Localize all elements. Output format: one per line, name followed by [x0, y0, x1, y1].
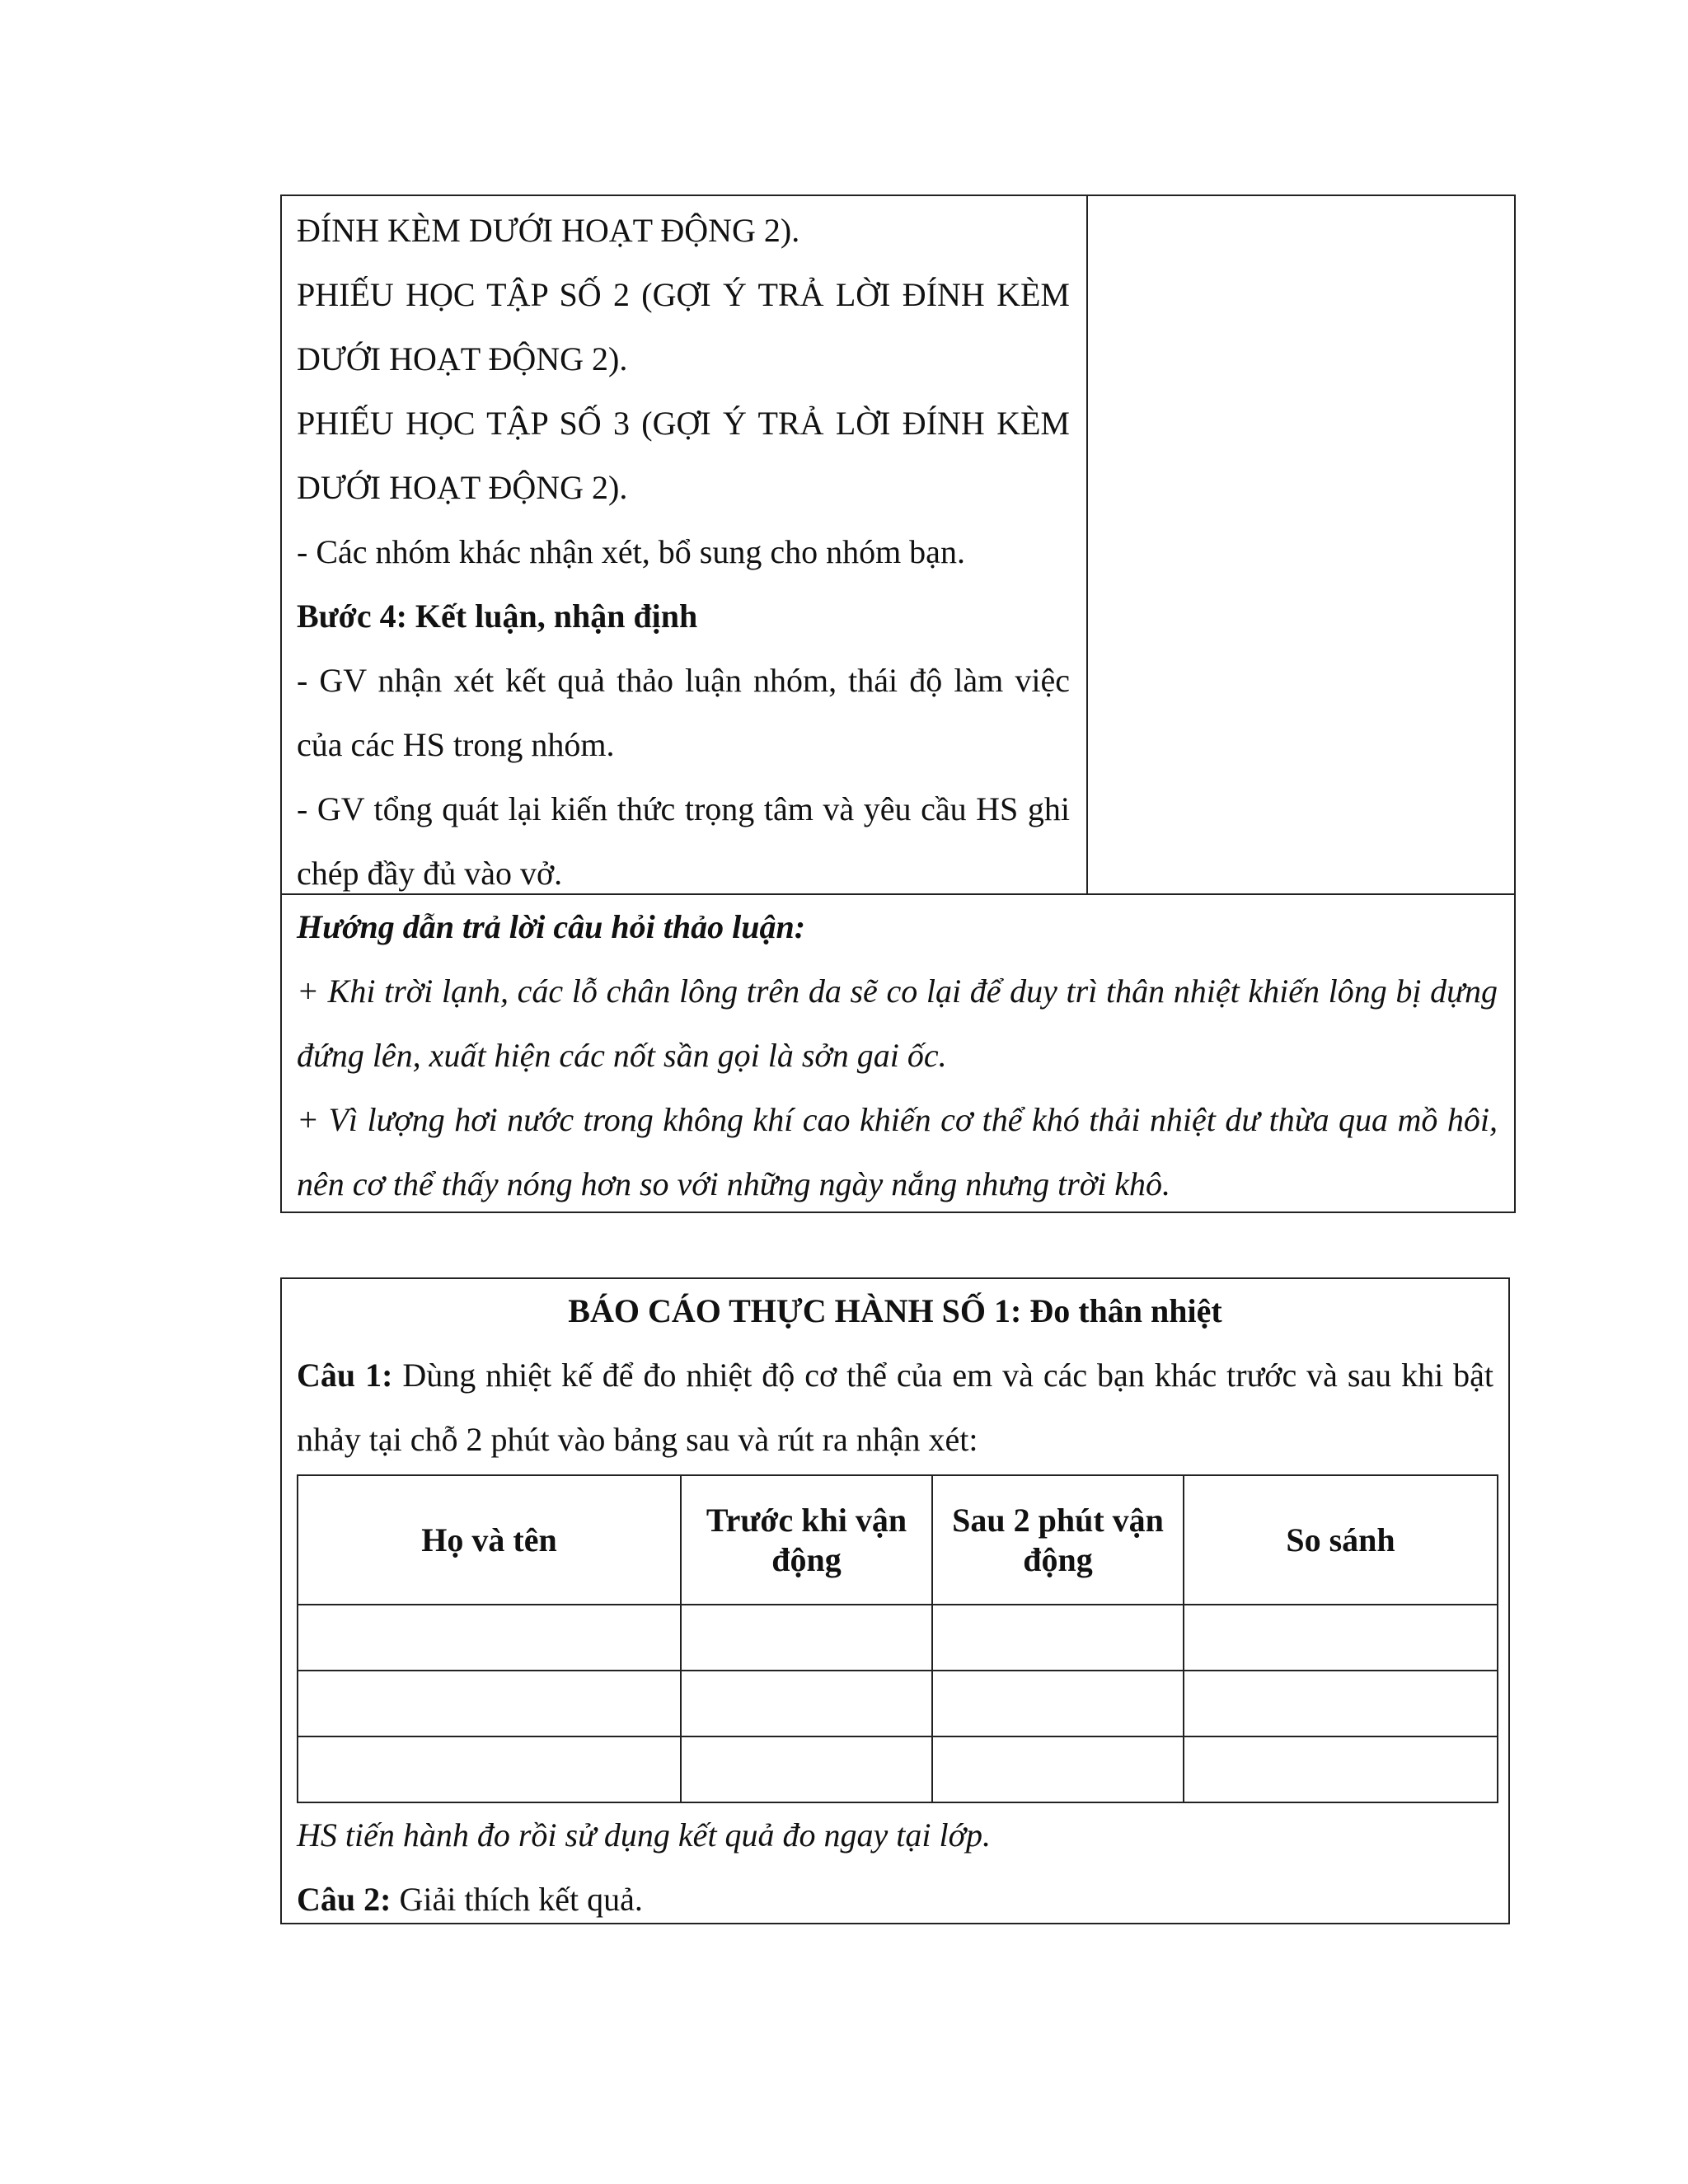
table-cell[interactable]	[1184, 1671, 1498, 1736]
question-2-text: Giải thích kết quả.	[391, 1881, 643, 1918]
table-cell[interactable]	[932, 1736, 1184, 1802]
step4-heading: Bước 4: Kết luận, nhận định	[297, 598, 698, 635]
table-cell[interactable]	[298, 1605, 681, 1671]
table-cell[interactable]	[681, 1736, 932, 1802]
header-name: Họ và tên	[298, 1475, 681, 1605]
text-line: - GV nhận xét kết quả thảo luận nhóm, thái độ làm việc của các HS trong nhóm.	[297, 662, 1070, 763]
table-row	[298, 1671, 1498, 1736]
header-compare: So sánh	[1184, 1475, 1498, 1605]
table-cell[interactable]	[298, 1671, 681, 1736]
text-line: PHIẾU HỌC TẬP SỐ 3 (GỢI Ý TRẢ LỜI ĐÍNH KÈM DƯỚI HOẠT ĐỘNG 2).	[297, 405, 1070, 506]
header-after: Sau 2 phút vận động	[932, 1475, 1184, 1605]
activity-left-cell	[282, 196, 1088, 893]
text-line: ĐÍNH KÈM DƯỚI HOẠT ĐỘNG 2).	[297, 212, 800, 249]
guide-line: + Khi trời lạnh, các lỗ chân lông trên da sẽ co lại để duy trì thân nhiệt khiến lông bị dựng đứng lên, xuất hiện các nốt sần gọi là sởn gai ốc.	[297, 972, 1498, 1074]
table-cell[interactable]	[681, 1671, 932, 1736]
activity-table	[280, 194, 1516, 1213]
text-line: - GV tổng quát lại kiến thức trọng tâm và yêu cầu HS ghi chép đầy đủ vào vở.	[297, 790, 1070, 892]
question-1-label: Câu 1:	[297, 1357, 393, 1394]
question-1-text: Dùng nhiệt kế để đo nhiệt độ cơ thể của em và các bạn khác trước và sau khi bật nhảy tại chỗ 2 phút vào bảng sau và rút ra nhận xét:	[297, 1357, 1493, 1458]
table-cell[interactable]	[681, 1605, 932, 1671]
text-line: PHIẾU HỌC TẬP SỐ 2 (GỢI Ý TRẢ LỜI ĐÍNH KÈM DƯỚI HOẠT ĐỘNG 2).	[297, 276, 1070, 377]
text-line: - Các nhóm khác nhận xét, bổ sung cho nhóm bạn.	[297, 533, 965, 570]
question-1	[297, 1343, 1493, 1472]
report-title: BÁO CÁO THỰC HÀNH SỐ 1: Đo thân nhiệt	[568, 1292, 1222, 1329]
table-cell[interactable]	[932, 1671, 1184, 1736]
table-row	[298, 1736, 1498, 1802]
guide-line: + Vì lượng hơi nước trong không khí cao khiến cơ thể khó thải nhiệt dư thừa qua mồ hôi, nên cơ thể thấy nóng hơn so với những ngày nắng nhưng trời khô.	[297, 1101, 1498, 1202]
question-2	[297, 1868, 1493, 1932]
table-cell[interactable]	[932, 1605, 1184, 1671]
table-cell[interactable]	[298, 1736, 681, 1802]
practice-report-box	[280, 1277, 1510, 1924]
table-row	[298, 1605, 1498, 1671]
discussion-guide-cell	[282, 893, 1514, 1212]
header-before: Trước khi vận động	[681, 1475, 932, 1605]
measurement-table	[297, 1474, 1498, 1803]
guide-heading: Hướng dẫn trả lời câu hỏi thảo luận:	[297, 908, 806, 945]
measurement-note: HS tiến hành đo rồi sử dụng kết quả đo ngay tại lớp.	[297, 1816, 991, 1854]
table-cell[interactable]	[1184, 1605, 1498, 1671]
table-cell[interactable]	[1184, 1736, 1498, 1802]
table-header-row	[298, 1475, 1498, 1605]
question-2-label: Câu 2:	[297, 1881, 392, 1918]
